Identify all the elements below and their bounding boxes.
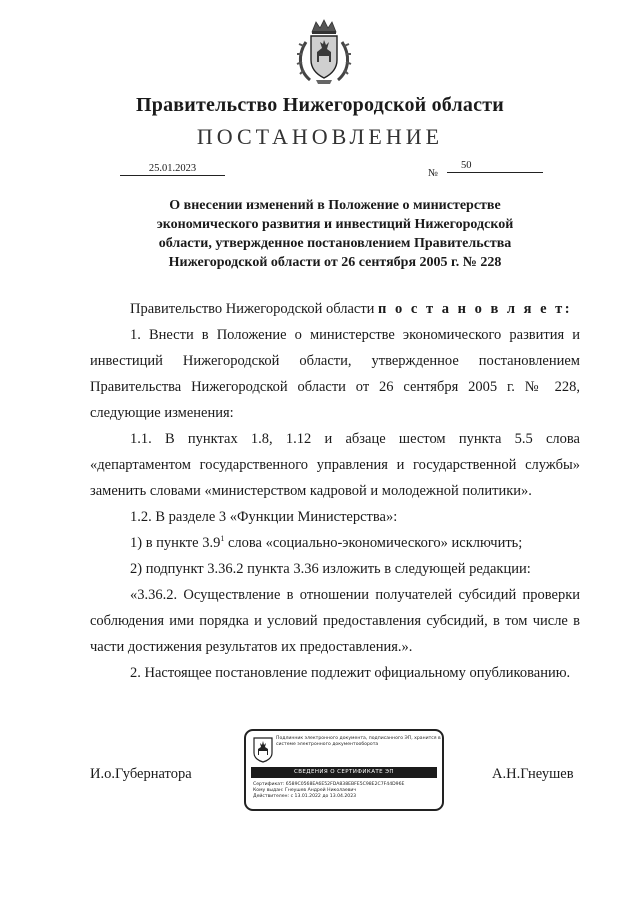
document-date: 25.01.2023 <box>120 163 225 176</box>
paragraph-1-1: 1.1. В пунктах 1.8, 1.12 и абзаце шестом пункта 5.5 слова «департаментом государственного управления и государственной службы» заменить словами «министерством кадровой и молодежной политики». <box>90 431 580 499</box>
document-subject <box>120 196 550 272</box>
stamp-details <box>253 782 438 801</box>
signatory-title: И.о.Губернатора <box>90 766 192 782</box>
paragraph-1: 1. Внести в Положение о министерстве экономического развития и инвестиций Нижегородской области, утвержденное постановлением Правительства Нижегородской области от 26 сентября 2005 г. № 228, следующие изменения: <box>90 327 580 421</box>
intro-verb: п о с т а н о в л я е т: <box>378 301 573 317</box>
certificate-number: Сертификат: 6589C0568EA6E52FDA838EBFE5C98E2C7F44D96E <box>253 782 405 787</box>
coat-of-arms-emblem <box>296 18 352 86</box>
number-label: № <box>428 168 439 179</box>
paragraph-1-2: 1.2. В разделе 3 «Функции Министерства»: <box>130 509 398 525</box>
certificate-validity: Действителен: с 13.01.2022 до 13.04.2023 <box>253 794 357 800</box>
quoted-paragraph: «3.36.2. Осуществление в отношении получателей субсидий проверки соблюдения ими порядка и условий предоставления субсидий, в том числе в части достижения результатов их предоставления.». <box>90 587 580 655</box>
intro-paragraph <box>90 296 580 322</box>
paragraph-2: 2. Настоящее постановление подлежит официальному опубликованию. <box>130 665 571 681</box>
document-type: ПОСТАНОВЛЕНИЕ <box>196 124 444 149</box>
paragraph-1-2-2: 2) подпункт 3.36.2 пункта 3.36 изложить в следующей редакции: <box>130 561 531 577</box>
certificate-owner: Кому выдан: Гнеушев Андрей Николаевич <box>253 788 357 794</box>
paragraph-1-2-1 <box>90 530 580 556</box>
subject-line: области, утвержденное постановлением Правительства <box>158 236 512 251</box>
superscript: 1 <box>220 534 225 544</box>
subject-line: О внесении изменений в Положение о министерстве <box>169 198 501 213</box>
intro-prefix: Правительство Нижегородской области <box>130 301 375 317</box>
stamp-notice: Подлинник электронного документа, подписанного ЭП, хранится в системе электронного документооборота <box>276 736 441 747</box>
government-title: Правительство Нижегородской области <box>136 94 504 116</box>
subject-line: Нижегородской области от 26 сентября 2005 г. № 228 <box>168 255 502 270</box>
document-body <box>90 296 580 686</box>
signatory-name: А.Н.Гнеушев <box>492 766 574 782</box>
deer-logo-icon <box>253 737 273 763</box>
item-text: слова «социально-экономического» исключить; <box>224 535 523 551</box>
subject-line: экономического развития и инвестиций Нижегородской <box>156 217 514 232</box>
stamp-header-band: СВЕДЕНИЯ О СЕРТИФИКАТЕ ЭП <box>251 767 437 778</box>
item-text: 1) в пункте 3.9 <box>130 535 221 551</box>
electronic-signature-stamp <box>244 729 444 811</box>
document-number: 50 <box>447 160 543 173</box>
